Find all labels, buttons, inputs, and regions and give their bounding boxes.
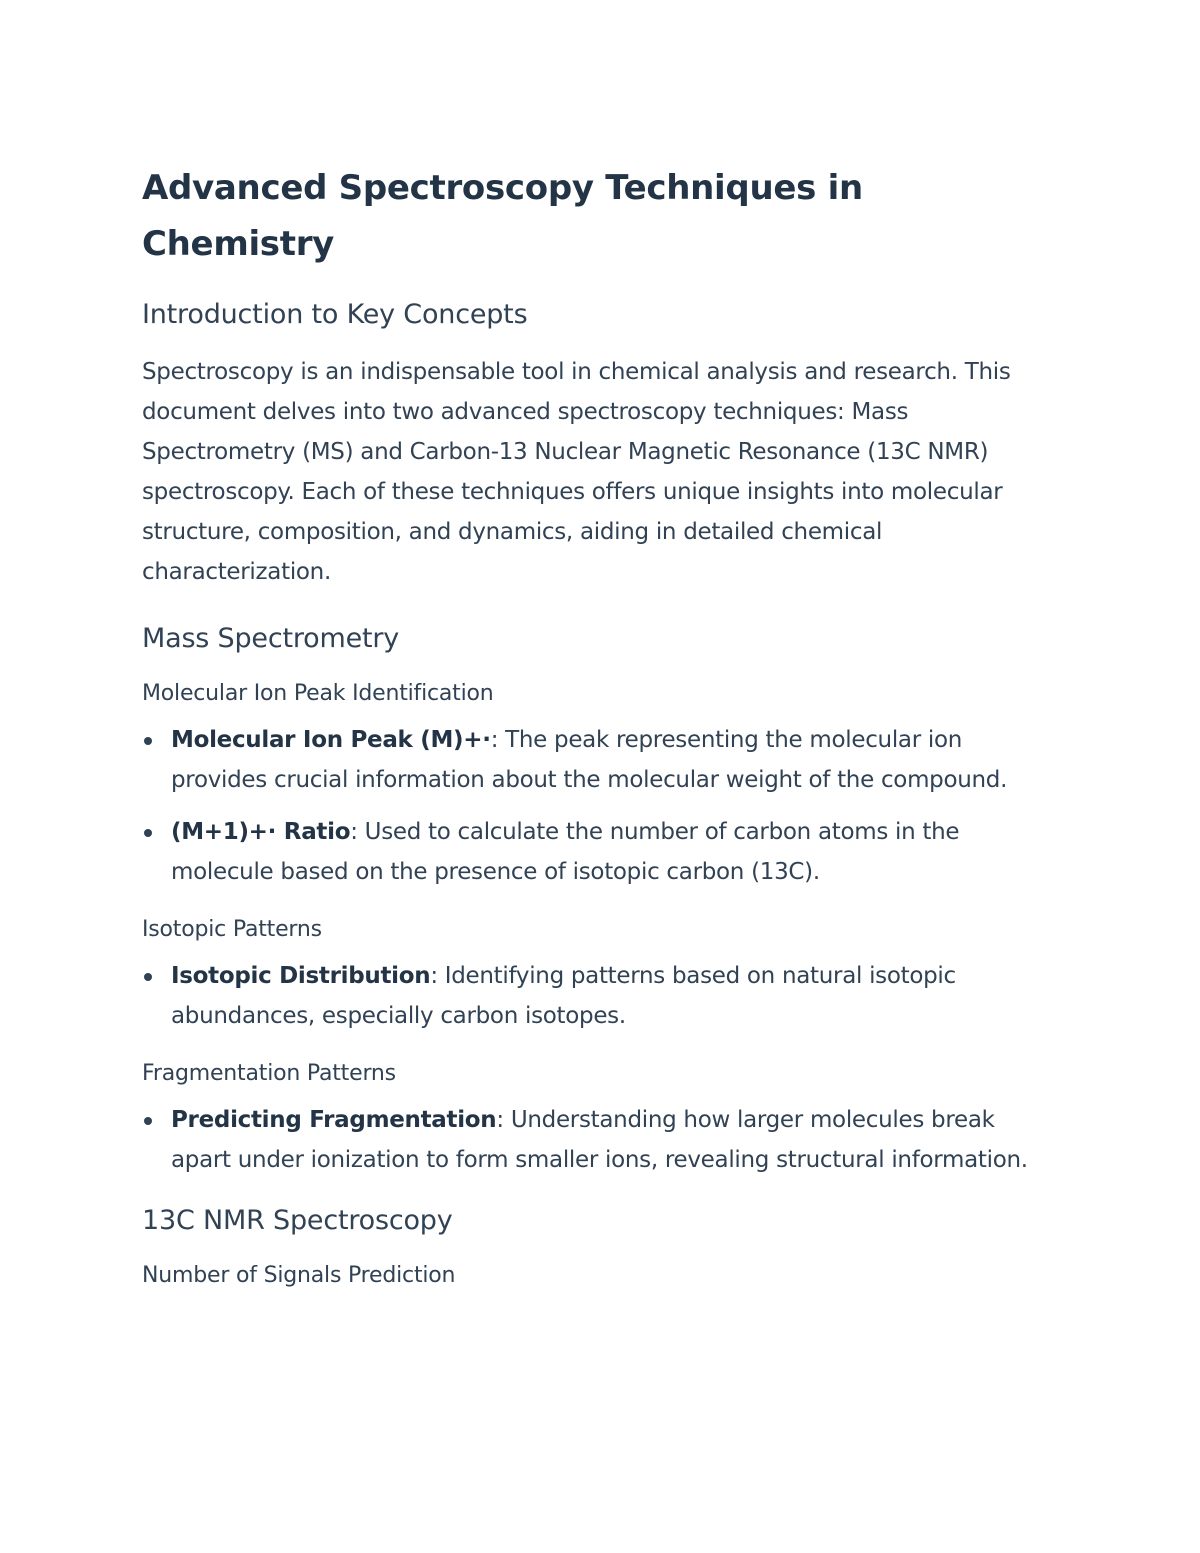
intro-paragraph: Spectroscopy is an indispensable tool in chemical analysis and research. This document delves into two advanced spectroscopy techniques: Mass Spectrometry (MS) and Carbon-13 Nuclear Magnetic Resonance (13C NMR) spectroscopy. Each of these techniques offers unique insights into molecular structure, composition, and dynamics, aiding in detailed chemical characterization. xyxy=(142,359,1011,585)
signals-prediction-heading: Number of Signals Prediction xyxy=(142,1263,456,1288)
list-item-term: (M+1)+· Ratio xyxy=(171,819,351,845)
list-item xyxy=(142,956,1052,1036)
list-item-text: : Understanding how larger molecules break apart under ionization to form smaller ions, revealing structural information. xyxy=(171,1107,1028,1173)
list-item-term: Molecular Ion Peak (M)+· xyxy=(171,727,491,753)
list-item-term: Predicting Fragmentation xyxy=(171,1107,497,1133)
intro-heading: Introduction to Key Concepts xyxy=(142,299,528,330)
bullet-icon xyxy=(144,829,152,837)
list-item xyxy=(142,1100,1052,1180)
list-item-text: : Identifying patterns based on natural isotopic abundances, especially carbon isotopes. xyxy=(171,963,956,1029)
bullet-icon xyxy=(144,737,152,745)
molecular-ion-list xyxy=(142,720,1052,892)
bullet-icon xyxy=(144,1117,152,1125)
fragmentation-patterns-heading: Fragmentation Patterns xyxy=(142,1061,396,1086)
document-page xyxy=(142,160,1052,1302)
fragmentation-patterns-list xyxy=(142,1100,1052,1180)
list-item xyxy=(142,812,1052,892)
list-item xyxy=(142,720,1052,800)
bullet-icon xyxy=(144,973,152,981)
list-item-text: : The peak representing the molecular ion provides crucial information about the molecular weight of the compound. xyxy=(171,727,1008,793)
isotopic-patterns-list xyxy=(142,956,1052,1036)
isotopic-patterns-heading: Isotopic Patterns xyxy=(142,917,322,942)
molecular-ion-heading: Molecular Ion Peak Identification xyxy=(142,681,494,706)
mass-spectrometry-heading: Mass Spectrometry xyxy=(142,623,400,654)
nmr-heading: 13C NMR Spectroscopy xyxy=(142,1205,453,1236)
list-item-term: Isotopic Distribution xyxy=(171,963,431,989)
document-title: Advanced Spectroscopy Techniques in Chemistry xyxy=(142,168,863,264)
list-item-text: : Used to calculate the number of carbon atoms in the molecule based on the presence of isotopic carbon (13C). xyxy=(171,819,960,885)
